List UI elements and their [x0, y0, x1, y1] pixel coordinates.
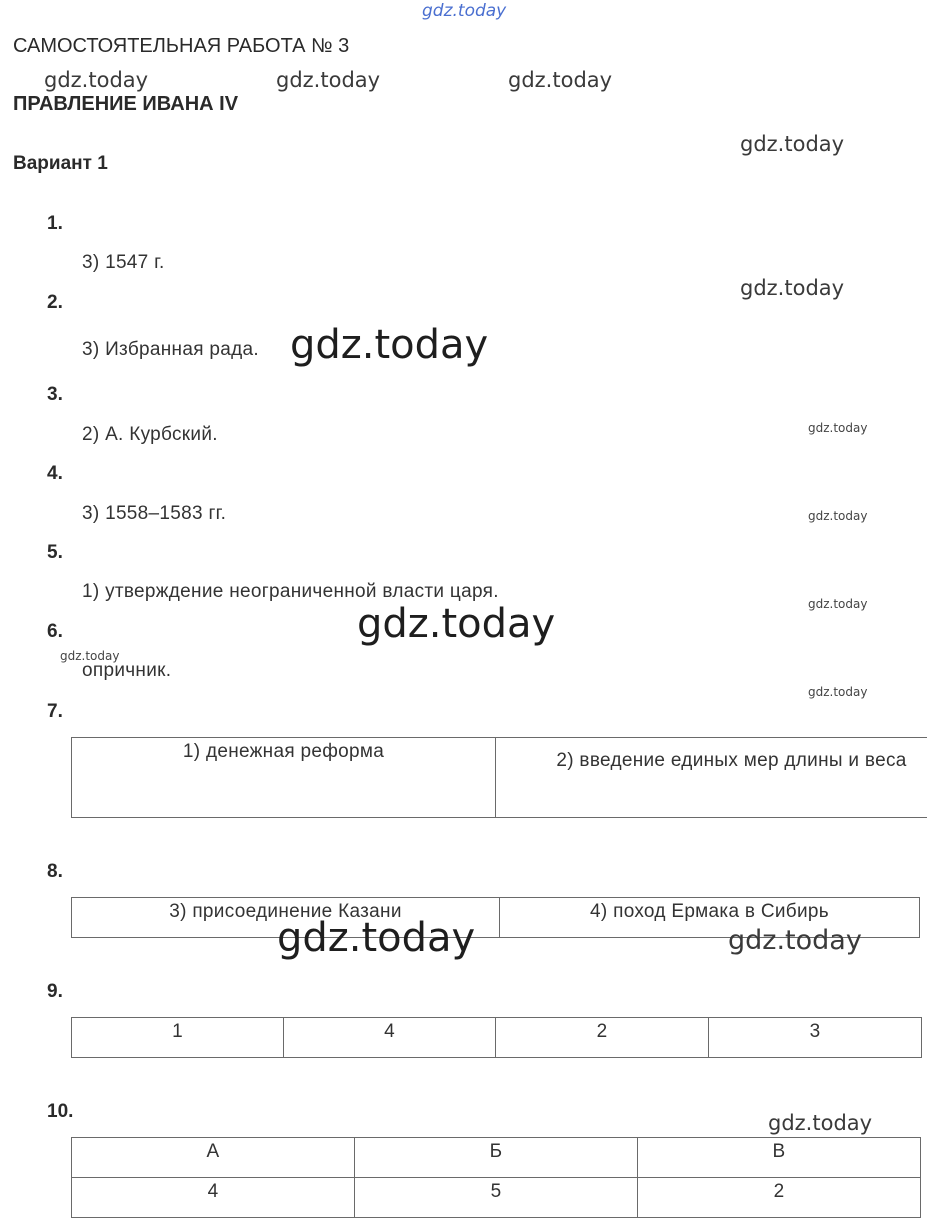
- table-cell: 5: [355, 1178, 638, 1218]
- table-cell: 1: [72, 1018, 284, 1058]
- answer-text: 1) утверждение неограниченной власти царя.: [82, 581, 499, 602]
- question-number: 7.: [47, 701, 63, 722]
- watermark: gdz.today: [44, 68, 149, 92]
- topic-heading: ПРАВЛЕНИЕ ИВАНА IV: [13, 93, 239, 115]
- table-header-cell: В: [638, 1138, 921, 1178]
- table-cell: 3: [709, 1018, 922, 1058]
- answer-text: 2) А. Курбский.: [82, 424, 218, 445]
- answer-text: опричник.: [82, 660, 172, 681]
- answer-text: 3) 1547 г.: [82, 252, 165, 273]
- watermark: gdz.today: [808, 685, 868, 699]
- watermark: gdz.today: [422, 1, 507, 21]
- question-number: 3.: [47, 384, 63, 405]
- watermark: gdz.today: [277, 915, 476, 961]
- question-number: 5.: [47, 542, 63, 563]
- watermark: gdz.today: [808, 509, 868, 523]
- watermark: gdz.today: [508, 68, 613, 92]
- variant-heading: Вариант 1: [13, 153, 108, 174]
- answer-table: [71, 1137, 921, 1218]
- answer-text: 3) Избранная рада.: [82, 339, 259, 360]
- watermark: gdz.today: [357, 601, 556, 647]
- table-header-cell: Б: [355, 1138, 638, 1178]
- question-number: 10.: [47, 1101, 74, 1122]
- watermark: gdz.today: [808, 597, 868, 611]
- table-header-cell: А: [72, 1138, 355, 1178]
- question-number: 1.: [47, 213, 63, 234]
- question-number: 9.: [47, 981, 63, 1002]
- question-number: 2.: [47, 292, 63, 313]
- table-cell: 2) введение единых мер длины и веса: [496, 738, 927, 818]
- answer-table: [71, 1017, 922, 1058]
- answer-text: 3) 1558–1583 гг.: [82, 503, 227, 524]
- table-cell: 3) присоединение Казани: [72, 898, 500, 938]
- watermark: gdz.today: [728, 925, 862, 956]
- watermark: gdz.today: [60, 649, 120, 663]
- answer-table: [71, 737, 927, 818]
- table-cell: 4) поход Ермака в Сибирь: [500, 898, 920, 938]
- watermark: gdz.today: [290, 322, 489, 368]
- table-cell: 4: [72, 1178, 355, 1218]
- table-cell: 2: [496, 1018, 709, 1058]
- page-title: САМОСТОЯТЕЛЬНАЯ РАБОТА № 3: [13, 35, 350, 57]
- question-number: 6.: [47, 621, 63, 642]
- table-cell: 2: [638, 1178, 921, 1218]
- watermark: gdz.today: [276, 68, 381, 92]
- watermark: gdz.today: [740, 276, 845, 300]
- table-cell: 4: [284, 1018, 496, 1058]
- watermark: gdz.today: [740, 132, 845, 156]
- watermark: gdz.today: [768, 1111, 873, 1135]
- watermark: gdz.today: [808, 421, 868, 435]
- question-number: 8.: [47, 861, 63, 882]
- question-number: 4.: [47, 463, 63, 484]
- table-cell: 1) денежная реформа: [72, 738, 496, 818]
